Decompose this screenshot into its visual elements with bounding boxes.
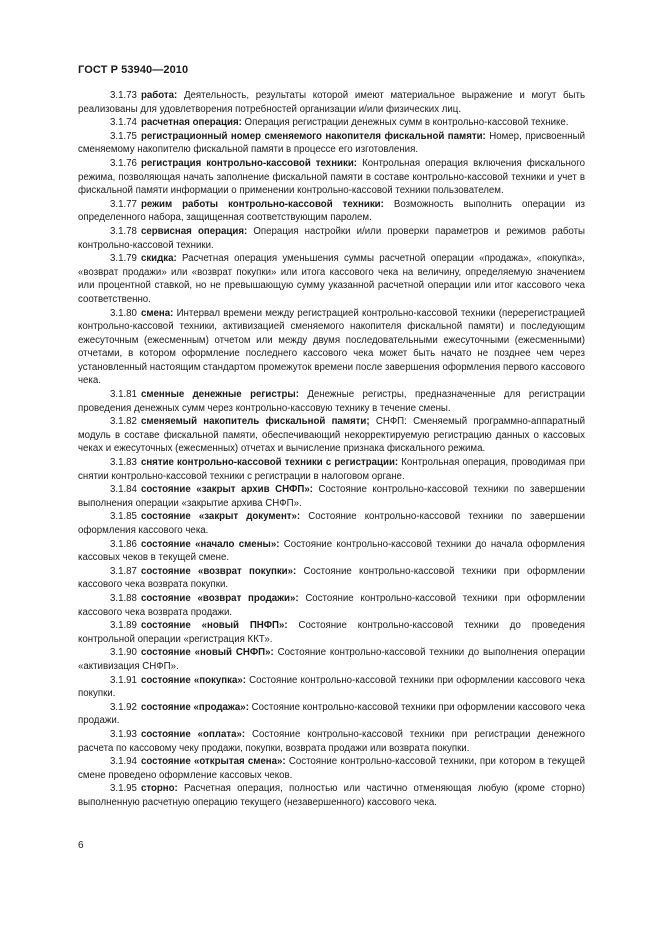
document-header: ГОСТ Р 53940—2010	[78, 64, 189, 76]
definition-entry	[78, 755, 585, 782]
entry-text: Расчетная операция, полностью или частично отменяющая любую (кроме сторно) выполненную расчетную операцию текущего (незавершенного) кассового чека.	[78, 783, 585, 808]
definition-entry	[78, 225, 585, 252]
entry-number: 3.1.87	[110, 565, 137, 577]
entry-term: сменные денежные регистры:	[140, 389, 299, 401]
definition-entry	[78, 565, 585, 592]
definition-entry	[78, 415, 585, 456]
entry-number: 3.1.75	[110, 130, 137, 142]
definition-entry	[78, 592, 585, 619]
definition-entry	[78, 701, 585, 728]
entry-term: работа:	[140, 90, 178, 101]
entry-term: сменяемый накопитель фискальной памяти;	[140, 416, 370, 428]
definition-entry	[78, 728, 585, 755]
entry-number: 3.1.95	[110, 783, 137, 795]
definition-entry	[78, 646, 585, 673]
definition-entry	[78, 510, 585, 537]
entry-text: Состояние контрольно-кассовой техники при оформлении кассового чека продажи.	[78, 701, 585, 727]
entry-term: сторно:	[140, 783, 178, 795]
entry-number: 3.1.86	[110, 538, 137, 550]
entry-term: состояние «закрыт архив СНФП»:	[140, 484, 313, 496]
entry-text: Деятельность, результаты которой имеют материальное выражение и могут быть реализованы для удовлетворения потребностей организации и/или физических лиц.	[78, 90, 585, 115]
entry-text: Состояние контрольно-кассовой техники до начала оформления кассовых чеков в текущей смене.	[78, 538, 585, 564]
entry-text: Возможность выполнить операции из определенного набора, защищенная соответствующим паролем.	[78, 198, 585, 224]
entry-text: Операция регистрации денежных сумм в контрольно-кассовой технике.	[244, 117, 569, 129]
entry-term: состояние «возврат продажи»:	[140, 592, 299, 604]
entry-text: Интервал времени между регистрацией контрольно-кассовой техники (перерегистрацией контрольно-кассовой техники, активизацией сменяемого накопителя фискальной памяти) и последующим ежесуточным (ежесменным) отчетом или между двумя последовательными ежесуточными (ежесменными) отчетами, в котором оформление последнего кассового чека может быть начато не позднее чем через установленный настоящим стандартом промежуток времени после завершения оформления первого кассового чека.	[78, 307, 585, 387]
entry-number: 3.1.83	[110, 457, 137, 469]
entry-number: 3.1.76	[110, 157, 137, 169]
entry-text: Состояние контрольно-кассовой техники при оформлении кассового чека возврата продажи.	[78, 592, 585, 618]
entry-term: смена:	[140, 307, 174, 319]
definition-entry	[78, 307, 585, 389]
definition-entry	[78, 538, 585, 565]
entry-number: 3.1.91	[110, 674, 137, 686]
definitions-list	[78, 89, 585, 809]
definition-entry	[78, 157, 585, 198]
entry-number: 3.1.88	[110, 592, 137, 604]
entry-number: 3.1.92	[110, 701, 137, 713]
entry-term: состояние «закрыт документ»:	[140, 511, 301, 523]
entry-text: Состояние контрольно-кассовой техники при оформлении кассового чека возврата покупки.	[78, 565, 585, 591]
definition-entry	[78, 89, 585, 116]
entry-term: снятие контрольно-кассовой техники с регистрации:	[140, 457, 399, 469]
entry-term: регистрация контрольно-кассовой техники:	[140, 157, 358, 169]
entry-term: сервисная операция:	[140, 225, 248, 237]
entry-number: 3.1.84	[110, 484, 137, 496]
definition-entry	[78, 252, 585, 306]
entry-text: Состояние контрольно-кассовой техники при оформлении кассового чека покупки.	[78, 674, 585, 700]
entry-term: состояние «начало смены»:	[140, 538, 280, 550]
entry-number: 3.1.94	[110, 756, 137, 768]
entry-number: 3.1.79	[110, 253, 137, 265]
definition-entry	[78, 782, 585, 809]
entry-term: состояние «новый СНФП»:	[140, 647, 274, 659]
entry-text: Денежные регистры, предназначенные для регистрации проведения денежных сумм через контрольно-кассовую технику в течение смены.	[78, 389, 585, 414]
entry-term: режим работы контрольно-кассовой техники:	[140, 198, 384, 210]
page-number: 6	[78, 840, 84, 851]
definition-entry	[78, 116, 585, 130]
entry-term: состояние «возврат покупки»:	[140, 565, 297, 577]
entry-text: Расчетная операция уменьшения суммы расчетной операции «продажа», «покупка», «возврат продажи» или «возврат покупки» или итога кассового чека на величину, определяемую значением или процентной ставкой, но не превышающую сумму указанной расчетной операции или итог кассового чека соответственно.	[78, 253, 585, 305]
entry-text: СНФП: Сменяемый программно-аппаратный модуль в составе фискальной памяти, обеспечивающий некорректируемую регистрацию данных о кассовых чеках и ежесуточных (ежесменных) отчетах и вычисление признака фискального режима.	[78, 416, 585, 455]
entry-text: Состояние контрольно-кассовой техники по завершении выполнения операции «закрытие архива СНФП».	[78, 484, 585, 509]
definition-entry	[78, 483, 585, 510]
entry-number: 3.1.77	[110, 198, 137, 210]
entry-text: Состояние контрольно-кассовой техники, при котором в текущей смене проведено оформление кассовых чеков.	[78, 756, 585, 781]
entry-text: Состояние контрольно-кассовой техники до проведения контрольной операции «регистрация ККТ».	[78, 620, 585, 645]
definition-entry	[78, 619, 585, 646]
entry-term: состояние «новый ПНФП»:	[140, 620, 288, 632]
entry-term: регистрационный номер сменяемого накопителя фискальной памяти:	[140, 130, 486, 142]
definition-entry	[78, 198, 585, 225]
entry-term: расчетная операция:	[140, 117, 242, 129]
entry-term: состояние «открытая смена»:	[140, 756, 286, 768]
entry-number: 3.1.93	[110, 728, 137, 740]
entry-text: Контрольная операция, проводимая при снятии контрольно-кассовой техники с регистрации в налоговом органе.	[78, 457, 585, 482]
definition-entry	[78, 388, 585, 415]
entry-term: состояние «продажа»:	[140, 701, 249, 713]
definition-entry	[78, 674, 585, 701]
entry-number: 3.1.89	[110, 620, 137, 632]
entry-term: скидка:	[140, 253, 177, 265]
entry-number: 3.1.73	[110, 90, 137, 101]
entry-term: состояние «покупка»:	[140, 674, 246, 686]
entry-text: Состояние контрольно-кассовой техники при регистрации денежного расчета по кассовому чеку продажи, покупки, возврата продажи или возврата покупки.	[78, 728, 585, 754]
entry-number: 3.1.78	[110, 225, 137, 237]
entry-number: 3.1.81	[110, 389, 137, 401]
entry-text: Контрольная операция включения фискального режима, позволяющая начать заполнение фискальной памяти в составе контрольно-кассовой техники и учет в фискальной памяти информации о применении контрольно-кассовой техники пользователем.	[78, 157, 585, 197]
entry-number: 3.1.80	[110, 307, 137, 319]
entry-term: состояние «оплата»:	[140, 728, 246, 740]
entry-text: Состояние контрольно-кассовой техники по завершении оформления кассового чека.	[78, 511, 585, 536]
definition-entry	[78, 130, 585, 157]
entry-number: 3.1.74	[110, 117, 137, 129]
definition-entry	[78, 456, 585, 483]
entry-text: Состояние контрольно-кассовой техники до выполнения операции «активизация СНФП».	[78, 647, 585, 672]
entry-number: 3.1.85	[110, 511, 137, 523]
entry-text: Номер, присвоенный сменяемому накопителю фискальной памяти в процессе его изготовления.	[78, 130, 585, 156]
entry-number: 3.1.90	[110, 647, 137, 659]
entry-text: Операция настройки и/или проверки параметров и режимов работы контрольно-кассовой техники.	[78, 225, 585, 251]
entry-number: 3.1.82	[110, 416, 137, 428]
